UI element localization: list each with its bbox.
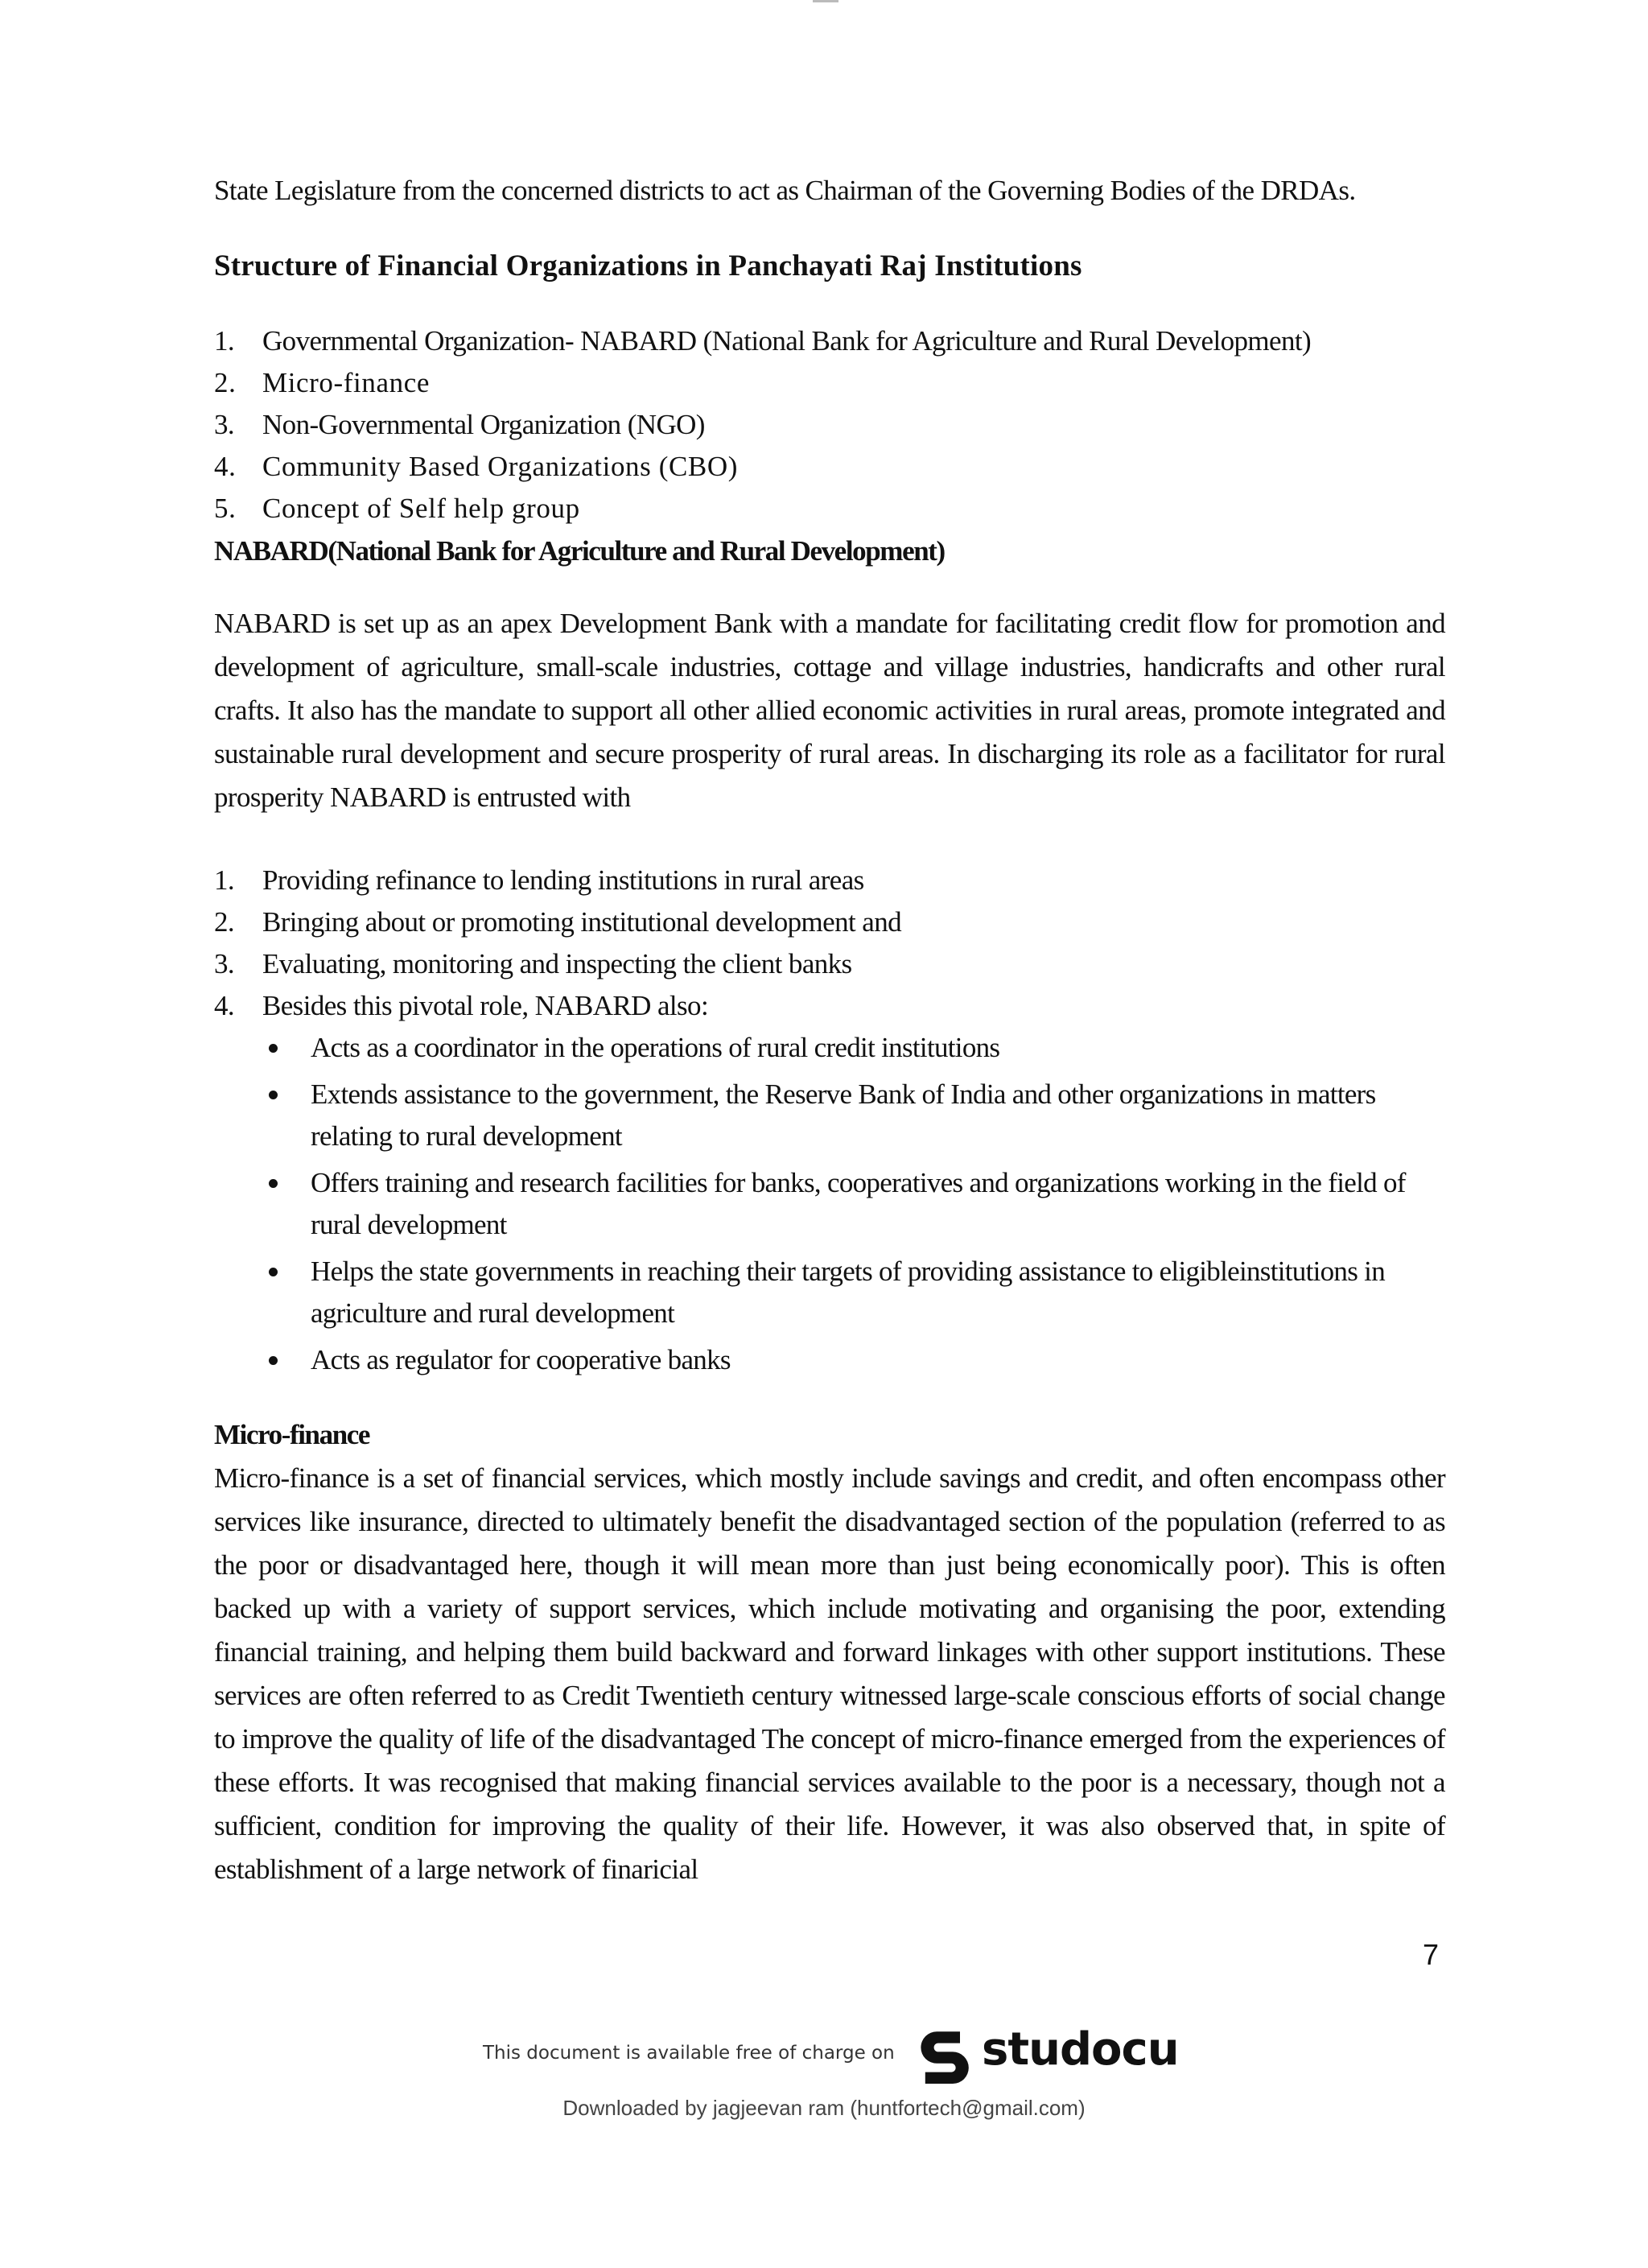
- structure-list: [214, 320, 1445, 530]
- page-content: [214, 169, 1445, 1891]
- studocu-brand[interactable]: studocu: [982, 2023, 1179, 2076]
- nabard-also-list: [214, 1027, 1445, 1381]
- nabard-roles-list: [214, 860, 1445, 1027]
- list-item: 4. Community Based Organizations (CBO): [214, 451, 738, 482]
- bullet-item: Helps the state governments in reaching their targets of providing assistance to eligibleinstitutions in agriculture and rural development: [262, 1251, 1445, 1334]
- nabard-heading: NABARD(National Bank for Agriculture and Rural Development): [214, 535, 945, 567]
- bullet-item: Extends assistance to the government, the Reserve Bank of India and other organizations in matters relating to rural development: [262, 1074, 1445, 1157]
- list-item: 2. Bringing about or promoting institutional development and: [214, 906, 902, 938]
- list-item: 1. Providing refinance to lending institutions in rural areas: [214, 864, 864, 896]
- availability-notice: This document is available free of charge on: [483, 2043, 895, 2064]
- top-divider-mark: [813, 0, 838, 2]
- microfinance-paragraph: Micro-finance is a set of financial services, which mostly include savings and credit, and often encompass other services like insurance, directed to ultimately benefit the disadvantaged section of the population (referred to as the poor or disadvantaged here, though it will mean more than just being economically poor). This is often backed up with a variety of support services, which include motivating and organising the poor, extending financial training, and helping them build backward and forward linkages with other support institutions. These services are often referred to as Credit Twentieth century witnessed large-scale conscious efforts of social change to improve the quality of life of the disadvantaged The concept of micro-finance emerged from the experiences of these efforts. It was recognised that making financial services available to the poor is a necessary, though not a sufficient, condition for improving the quality of their life. However, it was also observed that, in spite of establishment of a large network of finaricial: [214, 1462, 1445, 1885]
- list-item: 5. Concept of Self help group: [214, 493, 580, 524]
- studocu-logo-icon: [909, 2019, 982, 2091]
- bullet-item: Acts as regulator for cooperative banks: [262, 1339, 1445, 1381]
- list-item: 3. Evaluating, monitoring and inspecting the client banks: [214, 948, 852, 979]
- bullet-item: Offers training and research facilities for banks, cooperatives and organizations working in the field of rural development: [262, 1162, 1445, 1246]
- list-item: 4. Besides this pivotal role, NABARD also:: [214, 990, 709, 1021]
- studocu-footer-banner[interactable]: [483, 2019, 1179, 2091]
- intro-paragraph: State Legislature from the concerned districts to act as Chairman of the Governing Bodies of the DRDAs.: [214, 175, 1356, 206]
- list-item: 3. Non-Governmental Organization (NGO): [214, 409, 705, 440]
- structure-heading: Structure of Financial Organizations in Panchayati Raj Institutions: [214, 249, 1082, 282]
- page-number: 7: [1423, 1938, 1440, 1971]
- microfinance-heading: Micro-finance: [214, 1419, 370, 1450]
- downloaded-by-notice: Downloaded by jagjeevan ram (huntfortech@gmail.com): [562, 2096, 1086, 2120]
- bullet-item: Acts as a coordinator in the operations of rural credit institutions: [262, 1027, 1445, 1069]
- list-item: 1. Governmental Organization- NABARD (National Bank for Agriculture and Rural Development): [214, 325, 1312, 357]
- nabard-paragraph: NABARD is set up as an apex Development Bank with a mandate for facilitating credit flow for promotion and development of agriculture, small-scale industries, cottage and village industries, handicrafts and other rural crafts. It also has the mandate to support all other allied economic activities in rural areas, promote integrated and sustainable rural development and secure prosperity of rural areas. In discharging its role as a facilitator for rural prosperity NABARD is entrusted with: [214, 608, 1445, 813]
- list-item: 2. Micro-finance: [214, 367, 430, 398]
